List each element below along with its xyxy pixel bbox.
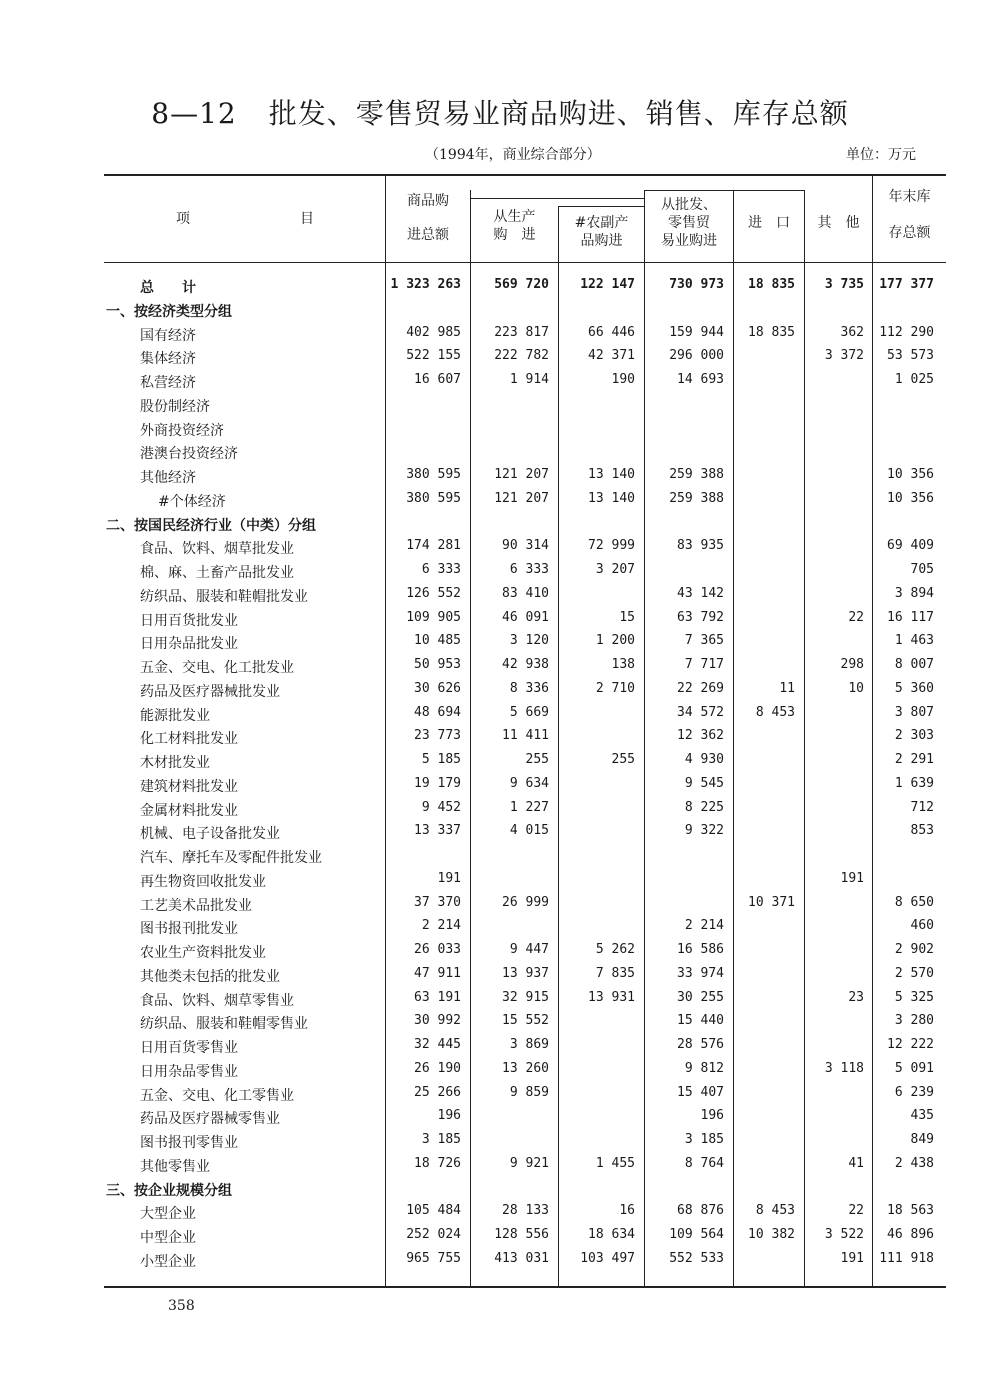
row-value-col-3: 15 xyxy=(619,609,635,625)
row-value-col-4: 16 586 xyxy=(677,942,724,957)
row-value-col-7: 5 360 xyxy=(894,680,934,696)
header-total-purchase-1: 商品购 xyxy=(407,193,449,209)
row-value-col-7: 18 563 xyxy=(887,1203,934,1219)
row-label: 其他经济 xyxy=(140,470,196,486)
row-label: 其他零售业 xyxy=(140,1158,210,1175)
row-label: 港澳台投资经济 xyxy=(140,446,238,463)
row-label: 小型企业 xyxy=(140,1253,196,1270)
row-value-col-2: 26 999 xyxy=(502,894,549,910)
row-value-col-2: 32 915 xyxy=(502,989,549,1005)
row-value-col-2: 1 227 xyxy=(509,799,549,815)
row-value-col-1: 16 607 xyxy=(414,372,461,387)
row-label: #个体经济 xyxy=(158,493,226,510)
row-value-col-2: 13 260 xyxy=(502,1060,549,1076)
row-value-col-3: 103 497 xyxy=(580,1250,635,1266)
row-value-col-1: 25 266 xyxy=(414,1084,461,1100)
table-row xyxy=(0,1224,1000,1248)
table-row xyxy=(0,702,1000,726)
header-subgroup-rule-1 xyxy=(470,198,644,199)
row-value-col-5: 10 382 xyxy=(748,1227,795,1242)
header-group-rule xyxy=(644,190,804,191)
row-label: 纺织品、服装和鞋帽批发业 xyxy=(140,588,308,605)
row-value-col-7: 2 902 xyxy=(894,942,934,957)
header-from-production-2: 购 进 xyxy=(493,227,536,243)
row-value-col-3: 138 xyxy=(611,657,635,672)
row-value-col-1: 965 755 xyxy=(406,1250,461,1266)
table-row xyxy=(0,749,1000,773)
row-value-col-1: 196 xyxy=(437,1108,461,1124)
page-title xyxy=(0,92,1000,132)
row-label: 总 计 xyxy=(140,280,196,296)
header-total-purchase-2: 进总额 xyxy=(407,227,449,243)
row-value-col-6: 298 xyxy=(840,657,864,672)
row-label: 外商投资经济 xyxy=(140,422,224,439)
row-value-col-4: 43 142 xyxy=(677,585,724,601)
row-value-col-7: 460 xyxy=(910,918,934,934)
table-row xyxy=(0,464,1000,488)
row-value-col-1: 23 773 xyxy=(414,728,461,744)
table-subtitle: （1994年，商业综合部分） xyxy=(425,147,601,163)
table-number: 8—12 xyxy=(151,97,237,130)
row-value-col-7: 1 025 xyxy=(894,372,934,387)
row-value-col-2: 1 914 xyxy=(509,372,549,387)
row-value-col-2: 121 207 xyxy=(494,490,549,506)
row-value-col-4: 22 269 xyxy=(677,680,724,696)
row-value-col-7: 53 573 xyxy=(887,348,934,364)
row-value-col-1: 522 155 xyxy=(406,348,461,364)
row-value-col-2: 9 634 xyxy=(509,775,549,791)
table-row xyxy=(0,583,1000,607)
unit-label: 单位：万元 xyxy=(846,147,916,163)
row-value-col-7: 111 918 xyxy=(879,1250,934,1266)
row-value-col-3: 5 262 xyxy=(595,942,635,957)
table-row xyxy=(0,440,1000,464)
row-value-col-7: 3 894 xyxy=(894,585,934,601)
row-value-col-5: 8 453 xyxy=(755,1203,795,1219)
table-top-rule xyxy=(104,174,946,176)
row-value-col-3: 122 147 xyxy=(580,277,635,292)
row-value-col-2: 9 447 xyxy=(509,942,549,957)
row-value-col-4: 15 440 xyxy=(677,1013,724,1029)
row-value-col-4: 109 564 xyxy=(669,1227,724,1242)
table-row xyxy=(0,1200,1000,1224)
row-value-col-1: 380 595 xyxy=(406,490,461,506)
row-value-col-1: 2 214 xyxy=(421,918,461,934)
table-row xyxy=(0,915,1000,939)
row-value-col-7: 2 570 xyxy=(894,965,934,981)
table-row xyxy=(0,1082,1000,1106)
table-bottom-rule xyxy=(104,1286,946,1288)
row-value-col-7: 705 xyxy=(910,562,934,577)
row-label: 建筑材料批发业 xyxy=(140,778,238,795)
row-value-col-4: 259 388 xyxy=(669,467,724,482)
table-row xyxy=(0,322,1000,346)
row-value-col-2: 9 921 xyxy=(509,1155,549,1171)
row-value-col-1: 109 905 xyxy=(406,609,461,625)
table-row xyxy=(0,773,1000,797)
row-value-col-7: 435 xyxy=(910,1108,934,1124)
row-label: 纺织品、服装和鞋帽零售业 xyxy=(140,1016,308,1033)
table-row xyxy=(0,630,1000,654)
table-row xyxy=(0,512,1000,536)
row-value-col-5: 18 835 xyxy=(748,324,795,340)
row-value-col-1: 48 694 xyxy=(414,704,461,720)
row-label: 私营经济 xyxy=(140,375,196,391)
row-value-col-6: 23 xyxy=(848,989,864,1005)
row-value-col-2: 569 720 xyxy=(494,277,549,292)
row-value-col-1: 3 185 xyxy=(421,1132,461,1147)
row-value-col-3: 42 371 xyxy=(588,348,635,364)
row-value-col-1: 50 953 xyxy=(414,657,461,672)
row-value-col-1: 191 xyxy=(437,870,461,886)
row-value-col-2: 90 314 xyxy=(502,538,549,554)
table-row xyxy=(0,488,1000,512)
row-value-col-7: 10 356 xyxy=(887,467,934,482)
row-value-col-1: 174 281 xyxy=(406,538,461,554)
row-value-col-7: 5 091 xyxy=(894,1060,934,1076)
row-label: 棉、麻、土畜产品批发业 xyxy=(140,565,294,581)
header-wholesale-2: 零售贸 xyxy=(668,215,710,231)
row-value-col-1: 18 726 xyxy=(414,1155,461,1171)
table-row xyxy=(0,417,1000,441)
header-stock-1: 年末库 xyxy=(888,189,931,205)
row-label: 日用百货批发业 xyxy=(140,612,238,629)
row-value-col-2: 255 xyxy=(525,752,549,767)
row-value-col-3: 2 710 xyxy=(595,680,635,696)
row-value-col-4: 7 365 xyxy=(684,633,724,649)
row-value-col-4: 730 973 xyxy=(669,277,724,292)
row-label: 图书报刊零售业 xyxy=(140,1135,238,1151)
row-value-col-6: 362 xyxy=(840,324,864,340)
row-value-col-3: 255 xyxy=(611,752,635,767)
row-value-col-2: 13 937 xyxy=(502,965,549,981)
table-row xyxy=(0,654,1000,678)
row-value-col-2: 11 411 xyxy=(502,728,549,744)
row-value-col-1: 32 445 xyxy=(414,1037,461,1052)
row-value-col-2: 28 133 xyxy=(502,1203,549,1219)
table-row xyxy=(0,1105,1000,1129)
table-row xyxy=(0,797,1000,821)
row-value-col-7: 3 807 xyxy=(894,704,934,720)
row-value-col-4: 15 407 xyxy=(677,1084,724,1100)
header-wholesale-3: 易业购进 xyxy=(661,233,717,249)
row-value-col-2: 15 552 xyxy=(502,1013,549,1029)
row-value-col-6: 191 xyxy=(840,870,864,886)
header-agri-2: 品购进 xyxy=(580,233,623,249)
row-value-col-6: 22 xyxy=(848,609,864,625)
row-value-col-4: 3 185 xyxy=(684,1132,724,1147)
row-label: 药品及医疗器械批发业 xyxy=(140,683,280,700)
table-row xyxy=(0,1034,1000,1058)
row-value-col-4: 159 944 xyxy=(669,324,724,340)
table-row xyxy=(0,607,1000,631)
row-value-col-1: 126 552 xyxy=(406,585,461,601)
row-value-col-7: 853 xyxy=(910,823,934,839)
row-label: 图书报刊批发业 xyxy=(140,921,238,938)
row-value-col-6: 41 xyxy=(848,1155,864,1171)
row-label: 股份制经济 xyxy=(140,398,210,415)
row-value-col-6: 3 522 xyxy=(824,1227,864,1242)
row-label: 食品、饮料、烟草零售业 xyxy=(140,992,294,1009)
table-row xyxy=(0,1153,1000,1177)
table-row xyxy=(0,535,1000,559)
header-other: 其 他 xyxy=(817,215,860,231)
row-value-col-1: 30 626 xyxy=(414,680,461,696)
row-value-col-4: 14 693 xyxy=(677,372,724,387)
row-value-col-6: 22 xyxy=(848,1203,864,1219)
header-item-left: 项 xyxy=(176,211,190,227)
row-label: 集体经济 xyxy=(140,351,196,368)
row-value-col-2: 3 869 xyxy=(509,1037,549,1052)
row-value-col-4: 296 000 xyxy=(669,348,724,364)
row-label: 日用杂品零售业 xyxy=(140,1063,238,1080)
row-value-col-7: 2 303 xyxy=(894,728,934,744)
row-value-col-4: 196 xyxy=(700,1108,724,1124)
row-value-col-7: 46 896 xyxy=(887,1227,934,1242)
row-value-col-7: 177 377 xyxy=(879,277,934,292)
row-value-col-3: 66 446 xyxy=(588,324,635,340)
row-value-col-4: 28 576 xyxy=(677,1037,724,1052)
row-value-col-1: 10 485 xyxy=(414,633,461,649)
row-value-col-3: 13 931 xyxy=(588,989,635,1005)
table-row xyxy=(0,844,1000,868)
table-row xyxy=(0,963,1000,987)
row-value-col-2: 128 556 xyxy=(494,1227,549,1242)
table-row xyxy=(0,559,1000,583)
row-value-col-6: 3 118 xyxy=(824,1060,864,1076)
row-value-col-4: 8 764 xyxy=(684,1155,724,1171)
header-agri-1: #农副产 xyxy=(574,215,629,231)
row-value-col-3: 1 200 xyxy=(595,633,635,649)
row-value-col-7: 1 639 xyxy=(894,775,934,791)
row-value-col-2: 3 120 xyxy=(509,633,549,649)
row-value-col-7: 3 280 xyxy=(894,1013,934,1029)
row-value-col-3: 1 455 xyxy=(595,1155,635,1171)
row-label: 大型企业 xyxy=(140,1206,196,1223)
row-label: 一、按经济类型分组 xyxy=(106,303,232,320)
row-value-col-4: 9 545 xyxy=(684,775,724,791)
row-value-col-5: 18 835 xyxy=(748,277,795,292)
row-label: 国有经济 xyxy=(140,327,196,344)
row-label: 机械、电子设备批发业 xyxy=(140,826,280,843)
row-value-col-2: 8 336 xyxy=(509,680,549,696)
row-value-col-1: 26 190 xyxy=(414,1060,461,1076)
row-value-col-6: 3 735 xyxy=(824,277,864,292)
row-value-col-6: 191 xyxy=(840,1250,864,1266)
row-value-col-2: 223 817 xyxy=(494,324,549,340)
row-label: 食品、饮料、烟草批发业 xyxy=(140,541,294,558)
row-label: 五金、交电、化工零售业 xyxy=(140,1087,294,1104)
header-wholesale-1: 从批发、 xyxy=(661,197,717,213)
header-bottom-rule xyxy=(104,262,946,263)
row-value-col-7: 6 239 xyxy=(894,1084,934,1100)
row-value-col-2: 413 031 xyxy=(494,1250,549,1266)
row-label: 工艺美术品批发业 xyxy=(140,897,252,914)
row-value-col-1: 13 337 xyxy=(414,823,461,839)
row-value-col-3: 13 140 xyxy=(588,467,635,482)
row-value-col-3: 3 207 xyxy=(595,562,635,577)
row-value-col-4: 33 974 xyxy=(677,965,724,981)
table-row xyxy=(0,1129,1000,1153)
row-value-col-2: 46 091 xyxy=(502,609,549,625)
row-value-col-3: 190 xyxy=(611,372,635,387)
row-value-col-2: 121 207 xyxy=(494,467,549,482)
row-value-col-5: 8 453 xyxy=(755,704,795,720)
row-value-col-2: 42 938 xyxy=(502,657,549,672)
table-row xyxy=(0,1058,1000,1082)
row-value-col-2: 4 015 xyxy=(509,823,549,839)
table-row xyxy=(0,345,1000,369)
row-value-col-4: 30 255 xyxy=(677,989,724,1005)
row-label: 五金、交电、化工批发业 xyxy=(140,660,294,676)
row-value-col-4: 34 572 xyxy=(677,704,724,720)
row-label: 三、按企业规模分组 xyxy=(106,1182,232,1199)
row-value-col-4: 259 388 xyxy=(669,490,724,506)
row-value-col-7: 8 650 xyxy=(894,894,934,910)
table-row xyxy=(0,987,1000,1011)
table-row xyxy=(0,892,1000,916)
row-value-col-4: 9 812 xyxy=(684,1060,724,1076)
row-value-col-7: 8 007 xyxy=(894,657,934,672)
header-stock-2: 存总额 xyxy=(888,225,931,241)
row-value-col-7: 16 117 xyxy=(887,609,934,625)
row-value-col-4: 83 935 xyxy=(677,538,724,554)
row-value-col-4: 68 876 xyxy=(677,1203,724,1219)
row-value-col-1: 6 333 xyxy=(421,562,461,577)
table-row xyxy=(0,1010,1000,1034)
row-value-col-1: 30 992 xyxy=(414,1013,461,1029)
row-value-col-2: 83 410 xyxy=(502,585,549,601)
table-row xyxy=(0,369,1000,393)
row-value-col-5: 11 xyxy=(779,680,795,696)
row-label: 汽车、摩托车及零配件批发业 xyxy=(140,850,322,866)
row-value-col-1: 9 452 xyxy=(421,799,461,815)
table-row xyxy=(0,939,1000,963)
row-value-col-3: 72 999 xyxy=(588,538,635,554)
row-label: 中型企业 xyxy=(140,1230,196,1246)
row-value-col-6: 10 xyxy=(848,680,864,696)
table-row xyxy=(0,678,1000,702)
row-value-col-1: 63 191 xyxy=(414,989,461,1005)
table-row xyxy=(0,298,1000,322)
header-subgroup-rule-2 xyxy=(558,206,644,207)
table-row xyxy=(0,274,1000,298)
row-value-col-3: 13 140 xyxy=(588,490,635,506)
table-row xyxy=(0,393,1000,417)
row-label: 日用百货零售业 xyxy=(140,1040,238,1056)
row-value-col-7: 849 xyxy=(910,1132,934,1147)
row-value-col-1: 252 024 xyxy=(406,1227,461,1242)
row-value-col-3: 18 634 xyxy=(588,1227,635,1242)
header-import: 进 口 xyxy=(748,215,790,231)
row-value-col-7: 5 325 xyxy=(894,989,934,1005)
header-item-right: 目 xyxy=(300,211,314,227)
table-title-text: 批发、零售贸易业商品购进、销售、库存总额 xyxy=(268,97,849,130)
row-value-col-5: 10 371 xyxy=(748,894,795,910)
table-row xyxy=(0,1177,1000,1201)
row-value-col-7: 2 438 xyxy=(894,1155,934,1171)
row-label: 其他类未包括的批发业 xyxy=(140,968,280,985)
row-value-col-1: 37 370 xyxy=(414,894,461,910)
row-value-col-1: 380 595 xyxy=(406,467,461,482)
header-from-production-1: 从生产 xyxy=(493,209,536,225)
row-value-col-7: 112 290 xyxy=(879,324,934,340)
row-label: 农业生产资料批发业 xyxy=(140,945,266,961)
row-value-col-2: 6 333 xyxy=(509,562,549,577)
table-row xyxy=(0,868,1000,892)
row-value-col-1: 19 179 xyxy=(414,775,461,791)
row-value-col-6: 3 372 xyxy=(824,348,864,364)
row-value-col-3: 16 xyxy=(619,1203,635,1219)
row-value-col-7: 69 409 xyxy=(887,538,934,554)
row-value-col-7: 12 222 xyxy=(887,1037,934,1052)
row-value-col-7: 2 291 xyxy=(894,752,934,767)
row-value-col-1: 105 484 xyxy=(406,1203,461,1219)
table-row xyxy=(0,1248,1000,1272)
row-value-col-4: 4 930 xyxy=(684,752,724,767)
row-value-col-4: 63 792 xyxy=(677,609,724,625)
row-label: 药品及医疗器械零售业 xyxy=(140,1111,280,1128)
row-label: 日用杂品批发业 xyxy=(140,636,238,653)
row-value-col-4: 8 225 xyxy=(684,799,724,815)
table-row xyxy=(0,725,1000,749)
row-value-col-1: 402 985 xyxy=(406,324,461,340)
row-value-col-1: 1 323 263 xyxy=(390,277,461,292)
row-value-col-7: 10 356 xyxy=(887,490,934,506)
row-value-col-2: 222 782 xyxy=(494,348,549,364)
row-label: 能源批发业 xyxy=(140,707,210,724)
row-value-col-7: 1 463 xyxy=(894,633,934,649)
row-value-col-4: 7 717 xyxy=(684,657,724,672)
row-label: 木材批发业 xyxy=(140,755,210,771)
row-label: 金属材料批发业 xyxy=(140,802,238,819)
row-label: 再生物资回收批发业 xyxy=(140,873,266,890)
row-label: 化工材料批发业 xyxy=(140,731,238,748)
row-value-col-4: 552 533 xyxy=(669,1250,724,1266)
row-value-col-1: 26 033 xyxy=(414,942,461,957)
row-value-col-2: 9 859 xyxy=(509,1084,549,1100)
row-label: 二、按国民经济行业（中类）分组 xyxy=(106,517,316,534)
page-number: 358 xyxy=(168,1298,195,1314)
row-value-col-4: 2 214 xyxy=(684,918,724,934)
row-value-col-3: 7 835 xyxy=(595,965,635,981)
row-value-col-4: 9 322 xyxy=(684,823,724,839)
row-value-col-7: 712 xyxy=(910,799,934,815)
table-row xyxy=(0,820,1000,844)
row-value-col-1: 5 185 xyxy=(421,752,461,767)
row-value-col-2: 5 669 xyxy=(509,704,549,720)
row-value-col-1: 47 911 xyxy=(414,965,461,981)
row-value-col-4: 12 362 xyxy=(677,728,724,744)
